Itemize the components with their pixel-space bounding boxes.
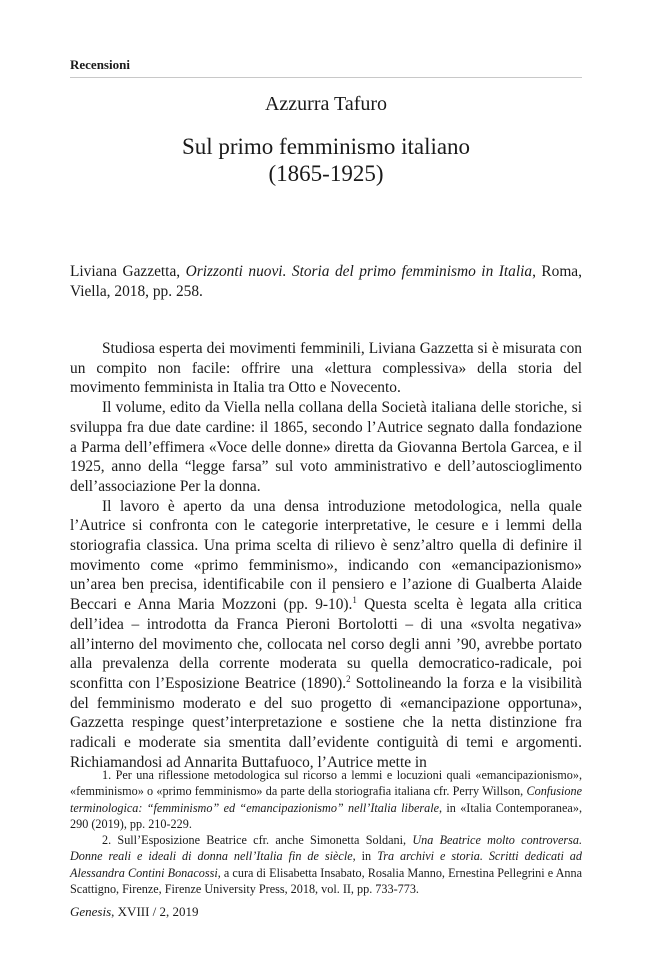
header-divider (70, 77, 582, 78)
book-details: , Roma, Viella, 2018, pp. 258. (70, 263, 582, 300)
title-line-1: Sul primo femminismo italiano (181, 134, 471, 159)
section-header: Recensioni (70, 57, 130, 72)
paragraph-3-text-b: Questa scelta è legata alla critica dell’idea – introdotta da Franca Pieroni Bortolotti – di una «svolta negativa» all’interno del movimento che, collocata nel corso degli anni ’90, avrebbe portato alla prevalenza della corrente moderata su quella democratico-radicale, poi sconfitta con l’Esposizione Beatrice (1890). (70, 596, 582, 692)
article-title (70, 133, 582, 187)
review-author: Azzurra Tafuro (264, 93, 388, 115)
footnote-2-title: Una Beatrice molto controversa. Donne reali e ideali di donna nell’Italia fin de siècle (70, 833, 582, 864)
footnote-2 (70, 832, 582, 897)
footnote-1-title: Confusione terminologica: “femminismo” ed “emancipazionismo” nell’Italia liberale (70, 784, 582, 815)
title-line-2: (1865-1925) (268, 161, 384, 186)
footnote-ref-2[interactable]: 2 (346, 673, 351, 684)
paragraph-3 (70, 497, 582, 773)
footnote-2-text: 2. Sull’Esposizione Beatrice cfr. anche Simonetta Soldani, (102, 833, 413, 848)
footnote-2-connector: , in (352, 849, 378, 864)
footnote-2-volume-title: Tra archivi e storia. Scritti dedicati ad Alessandra Contini Bonacossi (70, 849, 582, 880)
footnote-1-text: 1. Per una riflessione metodologica sul ricorso a lemmi e locuzioni quali «emancipazionismo», «femminismo» o «primo femminismo» da parte della storiografia italiana cfr. Perry Willson, (70, 768, 582, 799)
review-body (70, 339, 582, 772)
paragraph-1: Studiosa esperta dei movimenti femminili, Liviana Gazzetta si è misurata con un compito non facile: offrire una «lettura complessiva» della storia del movimento femminista in Italia tra Otto e Novecento. (70, 340, 582, 397)
book-author: Liviana Gazzetta, (70, 263, 181, 280)
footnotes (70, 767, 582, 897)
footnote-2-source: , a cura di Elisabetta Insabato, Rosalia Manno, Ernestina Pellegrini e Anna Scattigno, Firenze, Firenze University Press, 2018, vol. II, pp. 733-773. (70, 865, 582, 897)
footnote-1 (70, 767, 582, 832)
footnote-ref-1[interactable]: 1 (352, 595, 357, 606)
book-reference (70, 262, 582, 302)
paragraph-2: Il volume, edito da Viella nella collana della Società italiana delle storiche, si sviluppa fra due date cardine: il 1865, secondo l’Autrice segnato dalla fondazione a Parma dell’effimera «Voce delle donne» diretta da Giovanna Bertola Garcea, e il 1925, anno della “legge farsa” sul voto amministrativo e dell’autoscioglimento dell’associazione Per la donna. (70, 399, 582, 495)
paragraph-3-text-c: Sottolineando la forza e la visibilità del femminismo moderato e del suo progetto di «emancipazione opportuna», Gazzetta respinge quest’interpretazione e sostiene che la netta distinzione fra radicali e moderate sia smentita dall’evidente contiguità di temi e argomenti. Richiamandosi ad Annarita Buttafuoco, l’Autrice mette in (70, 674, 582, 771)
journal-name: Genesis (70, 904, 112, 919)
page-footer (70, 904, 199, 920)
page (70, 0, 582, 975)
book-title: Orizzonti nuovi. Storia del primo femminismo in Italia (185, 263, 533, 280)
journal-issue: , XVIII / 2, 2019 (111, 904, 199, 919)
footnote-1-source: , in «Italia Contemporanea», 290 (2019), pp. 210-229. (70, 800, 582, 831)
paragraph-3-text-a: Il lavoro è aperto da una densa introduzione metodologica, nella quale l’Autrice si confronta con le categorie interpretative, le cesure e i lemmi della storiografia classica. Una prima scelta di rilievo è senz’altro quella di definire il movimento come «primo femminismo», indicando con «emancipazionismo» un’area ben precisa, identificabile con il pensiero e l’azione di Gualberta Alaide Beccari e Anna Maria Mozzoni (pp. 9-10). (70, 497, 582, 614)
